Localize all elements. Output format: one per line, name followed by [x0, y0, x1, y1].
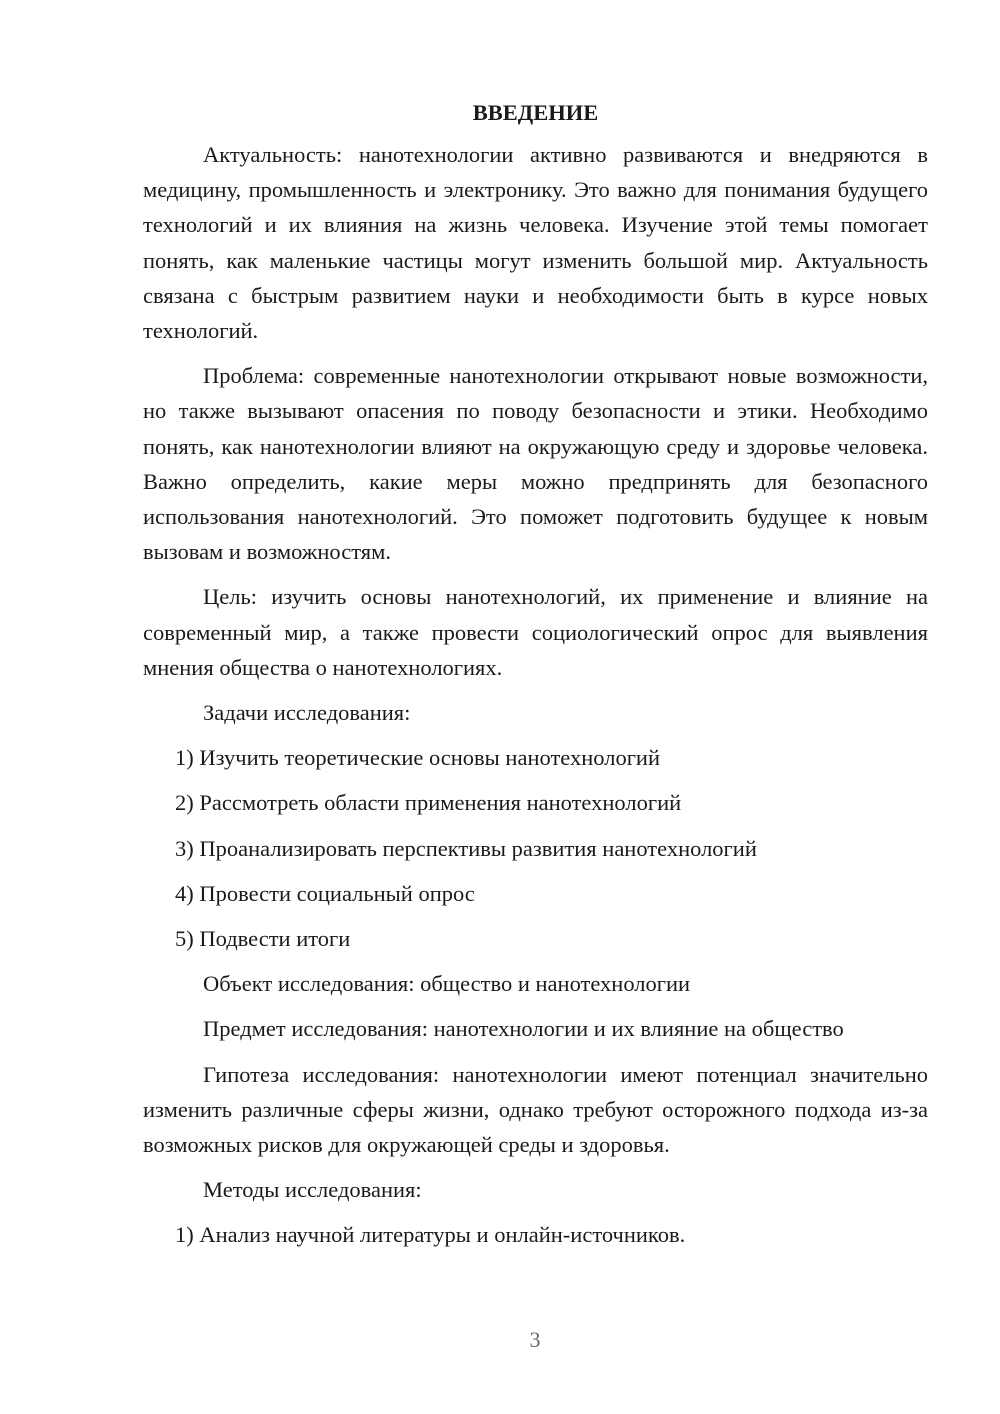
object-line: Объект исследования: общество и нанотехнологии [203, 971, 691, 997]
task-item: 4) Провести социальный опрос [175, 880, 475, 906]
hypothesis-paragraph: Гипотеза исследования: нанотехнологии имеют потенциал значительно изменить различные сферы жизни, однако требуют осторожного подхода из-за возможных рисков для окружающей среды и здоровья. [143, 1061, 928, 1158]
method-item: 1) Анализ научной литературы и онлайн-источников. [175, 1222, 686, 1248]
page-number: 3 [529, 1327, 541, 1352]
methods-heading: Методы исследования: [203, 1177, 422, 1203]
goal-paragraph: Цель: изучить основы нанотехнологий, их применение и влияние на современный мир, а также провести социологический опрос для выявления мнения общества о нанотехнологиях. [143, 584, 928, 680]
task-item: 1) Изучить теоретические основы нанотехнологий [175, 745, 661, 771]
section-title: ВВЕДЕНИЕ [472, 100, 599, 125]
subject-line: Предмет исследования: нанотехнологии и их влияние на общество [203, 1016, 844, 1042]
tasks-list [143, 740, 928, 956]
task-item: 2) Рассмотреть области применения нанотехнологий [175, 790, 682, 816]
problem-paragraph: Проблема: современные нанотехнологии открывают новые возможности, но также вызывают опасения по поводу безопасности и этики. Необходимо понять, как нанотехнологии влияют на окружающую среду и здоровье человека. Важно определить, какие меры можно предпринять для безопасного использования нанотехнологий. Это поможет подготовить будущее к новым вызовам и возможностям. [143, 363, 928, 565]
page-content [143, 97, 928, 1263]
task-item: 5) Подвести итоги [175, 926, 351, 952]
task-item: 3) Проанализировать перспективы развития нанотехнологий [175, 835, 757, 861]
relevance-paragraph: Актуальность: нанотехнологии активно развиваются и внедряются в медицину, промышленность и электронику. Это важно для понимания будущего технологий и их влияния на жизнь человека. Изучение этой темы помогает понять, как маленькие частицы могут изменить большой мир. Актуальность связана с быстрым развитием науки и необходимости быть в курсе новых технологий. [143, 142, 928, 344]
tasks-heading: Задачи исследования: [203, 700, 411, 726]
methods-list [143, 1217, 928, 1252]
